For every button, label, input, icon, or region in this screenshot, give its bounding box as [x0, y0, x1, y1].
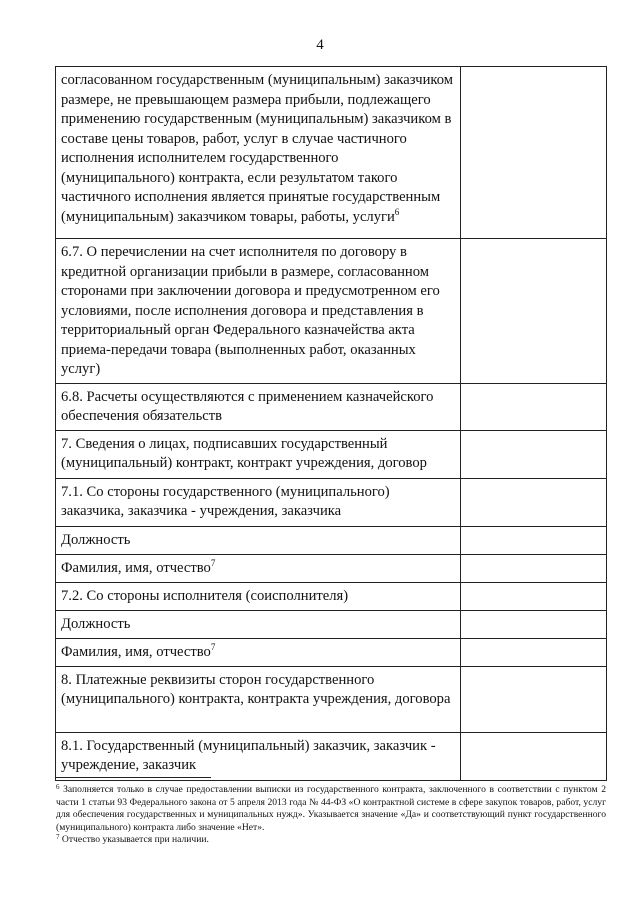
row-label: Фамилия, имя, отчество — [61, 643, 211, 660]
table-row — [56, 582, 607, 610]
row-label-cell — [56, 732, 461, 780]
footnote-mark: 6 — [56, 783, 60, 791]
table-row — [56, 239, 607, 384]
row-value-cell[interactable] — [461, 239, 607, 384]
footnote-7 — [56, 834, 606, 847]
row-value-cell[interactable] — [461, 383, 607, 430]
footnote-text: Отчество указывается при наличии. — [61, 834, 209, 846]
row-value-cell[interactable] — [461, 666, 607, 732]
requisites-table — [55, 66, 607, 781]
row-label-cell — [56, 554, 461, 582]
table-row — [56, 526, 607, 554]
row-value-cell[interactable] — [461, 430, 607, 478]
footnote-ref: 6 — [394, 206, 400, 217]
footnote-divider — [56, 777, 211, 778]
row-label: Фамилия, имя, отчество — [61, 559, 211, 576]
row-label-cell — [56, 430, 461, 478]
row-label: 7.2. Со стороны исполнителя (соисполнителя) — [61, 587, 349, 604]
row-label-cell — [56, 478, 461, 526]
table-row — [56, 554, 607, 582]
table-row — [56, 67, 607, 239]
row-label: 7.1. Со стороны государственного (муниципального) заказчика, заказчика - учреждения, заказчика — [61, 483, 390, 519]
row-label: 7. Сведения о лицах, подписавших государственный (муниципальный) контракт, контракт учреждения, договор — [61, 435, 427, 471]
table-row — [56, 610, 607, 638]
footnote-ref: 7 — [210, 641, 216, 652]
row-label-cell — [56, 638, 461, 666]
table-row — [56, 732, 607, 780]
footnote-6 — [56, 784, 606, 834]
table-row — [56, 478, 607, 526]
row-value-cell[interactable] — [461, 554, 607, 582]
row-value-cell[interactable] — [461, 732, 607, 780]
row-label: 8. Платежные реквизиты сторон государственного (муниципального) контракта, контракта учреждения, договора — [61, 671, 451, 707]
row-value-cell[interactable] — [461, 478, 607, 526]
row-label-cell — [56, 666, 461, 732]
table-row — [56, 666, 607, 732]
row-value-cell[interactable] — [461, 610, 607, 638]
row-label: 6.7. О перечислении на счет исполнителя по договору в кредитной организации прибыли в размере, согласованном сторонами при заключении договора и предусмотренном его условиями, после исполнения договора и представления в территориальный орган Федерального казначейства акта приема-передачи товара (выполненных работ, оказанных услуг) — [61, 244, 440, 377]
footnote-mark: 7 — [56, 833, 60, 842]
table-row — [56, 383, 607, 430]
row-label: Должность — [61, 531, 131, 548]
table-row — [56, 638, 607, 666]
row-value-cell[interactable] — [461, 67, 607, 239]
footnote-text: Заполняется только в случае предоставлении выписки из государственного контракта, заключенного в соответствии с пунктом 2 части 1 статьи 93 Федерального закона от 5 апреля 2013 года № 44-ФЗ «О контрактной системе в сфере закупок товаров, работ, услуг для обеспечения государственных и муниципальных нужд». Указывается значение «Да» и соответствующий пункт государственного (муниципального) контракта либо значение «Нет». — [56, 784, 606, 833]
footnotes — [56, 784, 606, 847]
row-label: 6.8. Расчеты осуществляются с применением казначейского обеспечения обязательств — [61, 388, 434, 424]
row-label: 8.1. Государственный (муниципальный) заказчик, заказчик - учреждение, заказчик — [61, 737, 436, 773]
row-value-cell[interactable] — [461, 526, 607, 554]
row-label-cell — [56, 582, 461, 610]
row-value-cell[interactable] — [461, 638, 607, 666]
row-label-cell — [56, 67, 461, 239]
row-label-cell — [56, 239, 461, 384]
row-label-cell — [56, 610, 461, 638]
row-label-cell — [56, 383, 461, 430]
table-row — [56, 430, 607, 478]
row-label: согласованном государственным (муниципальным) заказчиком размере, не превышающем размера прибыли, подлежащего применению государственным (муниципальным) заказчиком в составе цены товаров, работ, услуг в случае частичного исполнения исполнителем государственного (муниципального) контракта, если результатом такого частичного исполнения является принятые государственным (муниципальным) заказчиком товары, работы, услуги — [61, 72, 453, 225]
footnote-ref: 7 — [210, 557, 216, 568]
page-number: 4 — [316, 37, 324, 53]
row-value-cell[interactable] — [461, 582, 607, 610]
row-label: Должность — [61, 615, 131, 632]
row-label-cell — [56, 526, 461, 554]
